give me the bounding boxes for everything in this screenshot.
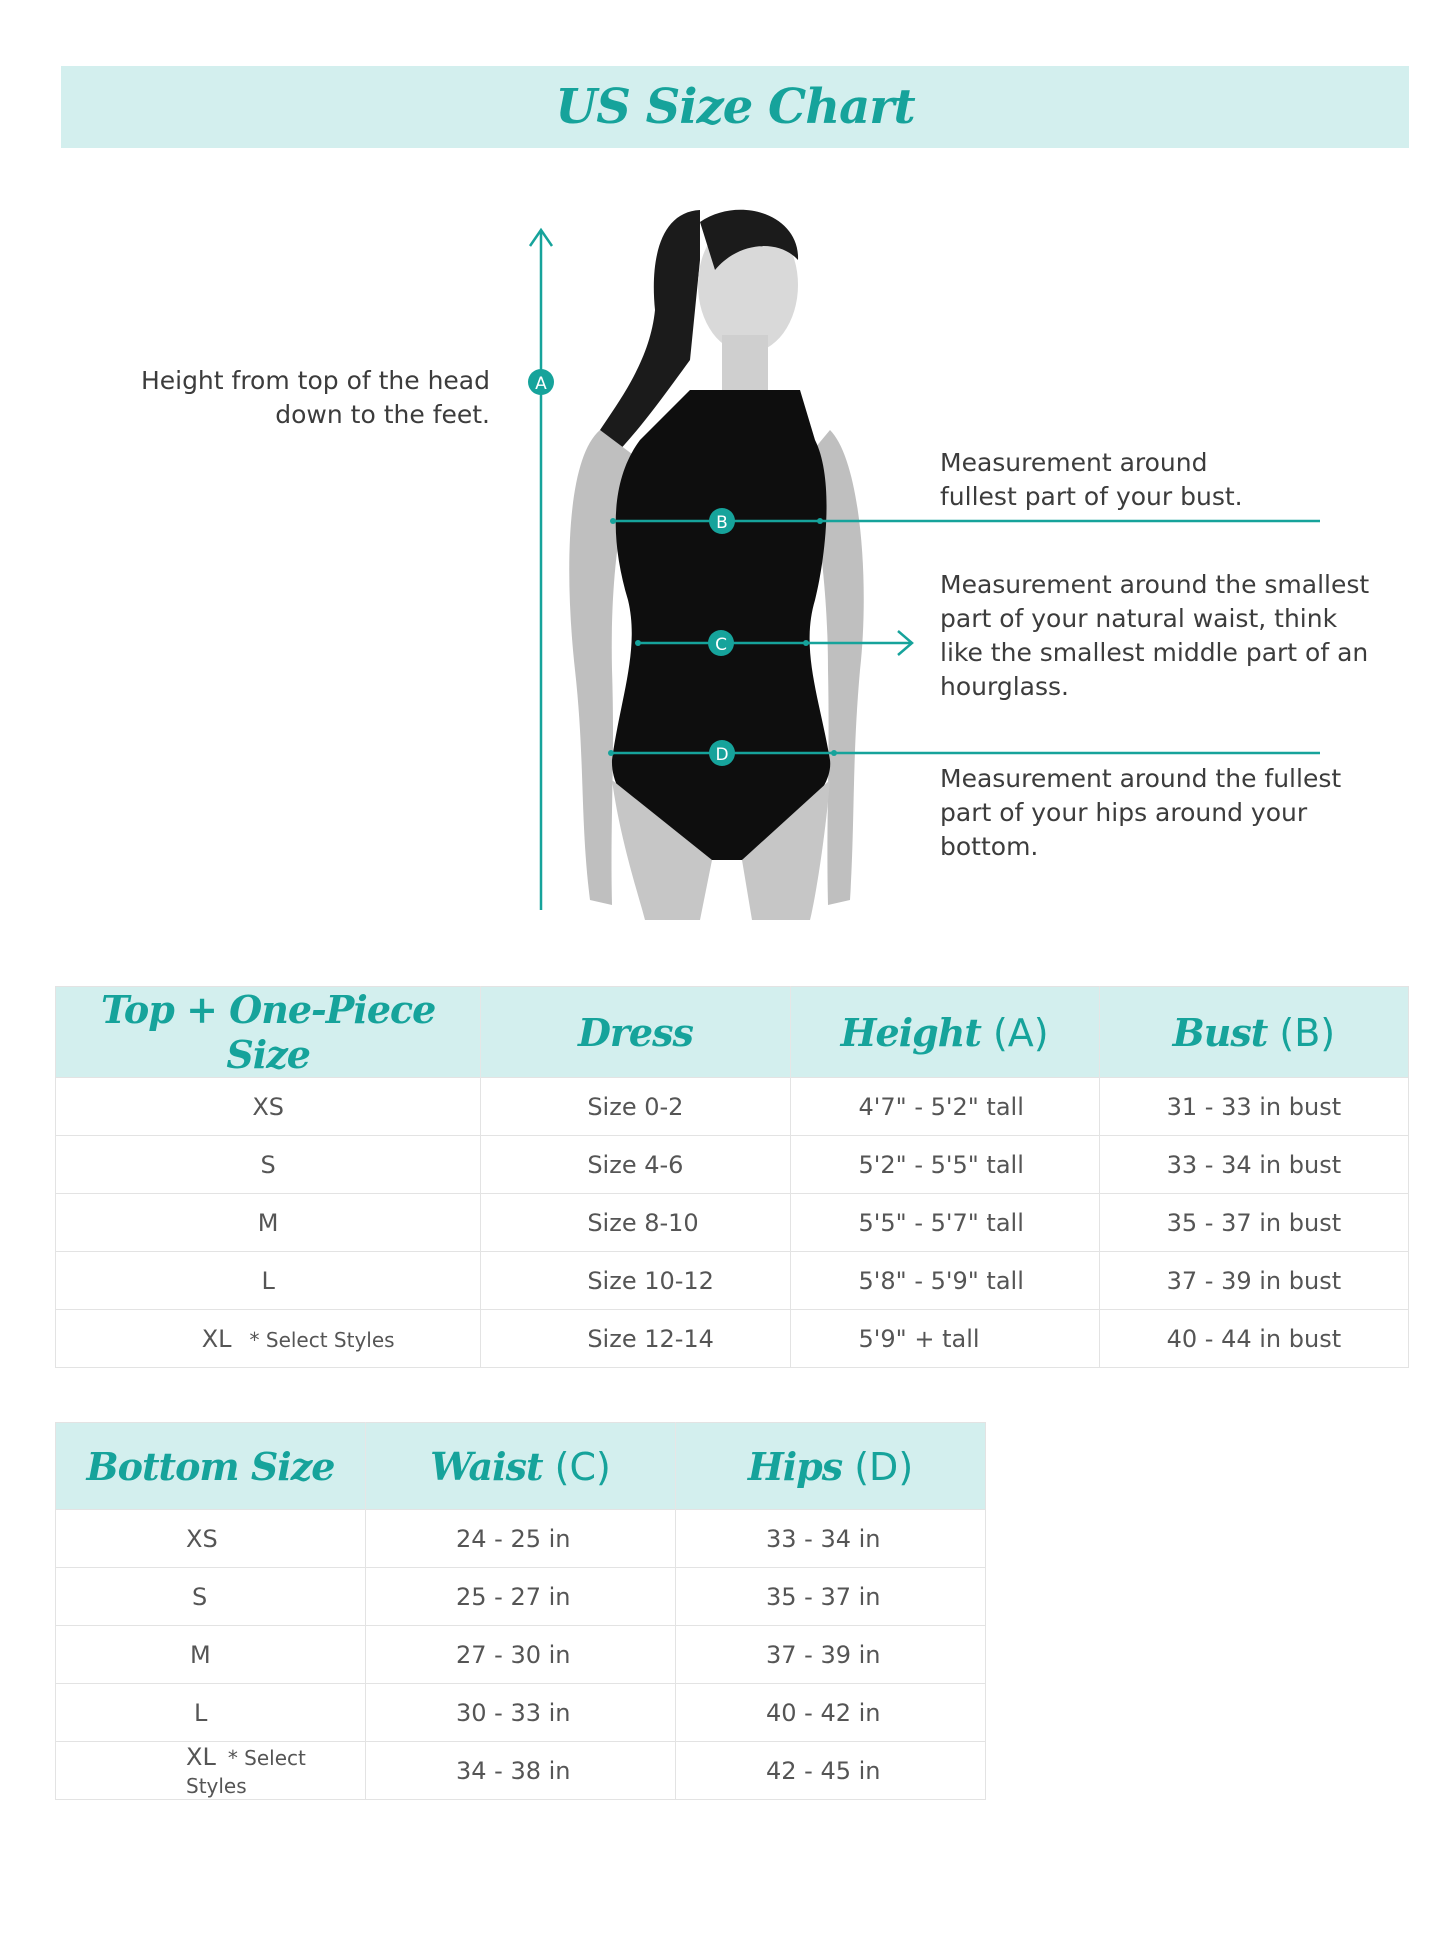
table-row (56, 1626, 986, 1684)
size-cell: M (56, 1626, 366, 1684)
dress-cell: Size 10-12 (481, 1252, 790, 1310)
bust-cell: 33 - 34 in bust (1099, 1136, 1408, 1194)
marker-b (709, 508, 735, 534)
hips-cell: 33 - 34 in (676, 1510, 986, 1568)
height-note: Height from top of the head down to the feet. (140, 366, 490, 429)
top-size-table (55, 986, 1409, 1368)
size-cell: S (56, 1136, 481, 1194)
size-cell: XL * Select Styles (56, 1310, 481, 1368)
header-bottom-size: Bottom Size (56, 1423, 366, 1510)
height-cell: 5'2" - 5'5" tall (790, 1136, 1099, 1194)
waist-cell: 34 - 38 in (366, 1742, 676, 1800)
header-hips: Hips (D) (676, 1423, 986, 1510)
bust-cell: 37 - 39 in bust (1099, 1252, 1408, 1310)
table-row (56, 1510, 986, 1568)
bottom-table-header (56, 1423, 986, 1510)
table-row (56, 1078, 1409, 1136)
hips-note: Measurement around the fullest part of your hips around your bottom. (940, 764, 1342, 861)
header-waist: Waist (C) (366, 1423, 676, 1510)
table-row (56, 1742, 986, 1800)
size-cell: M (56, 1194, 481, 1252)
marker-d (709, 740, 735, 766)
page-title: US Size Chart (555, 79, 915, 135)
table-row (56, 1252, 1409, 1310)
waist-cell: 30 - 33 in (366, 1684, 676, 1742)
marker-c-label: C (715, 635, 727, 655)
marker-a (528, 369, 554, 395)
height-cell: 4'7" - 5'2" tall (790, 1078, 1099, 1136)
table-row (56, 1136, 1409, 1194)
dress-cell: Size 12-14 (481, 1310, 790, 1368)
marker-c (708, 630, 734, 656)
header-bust: Bust (B) (1099, 987, 1408, 1078)
waist-cell: 24 - 25 in (366, 1510, 676, 1568)
header-top-size: Top + One-Piece Size (56, 987, 481, 1078)
dress-cell: Size 0-2 (481, 1078, 790, 1136)
size-cell: L (56, 1252, 481, 1310)
hips-cell: 42 - 45 in (676, 1742, 986, 1800)
title-banner (61, 66, 1409, 148)
size-cell: XS (56, 1078, 481, 1136)
dress-cell: Size 8-10 (481, 1194, 790, 1252)
header-height: Height (A) (790, 987, 1099, 1078)
height-cell: 5'8" - 5'9" tall (790, 1252, 1099, 1310)
select-styles-note: * Select Styles (249, 1327, 395, 1352)
size-cell: XL * Select Styles (56, 1742, 366, 1800)
select-styles-note: * Select Styles (186, 1745, 306, 1798)
table-row (56, 1684, 986, 1742)
waist-cell: 25 - 27 in (366, 1568, 676, 1626)
height-cell: 5'9" + tall (790, 1310, 1099, 1368)
marker-b-label: B (716, 513, 728, 533)
hips-cell: 37 - 39 in (676, 1626, 986, 1684)
table-row (56, 1310, 1409, 1368)
bust-note: Measurement around fullest part of your bust. (940, 448, 1243, 511)
marker-d-label: D (715, 745, 729, 765)
bust-cell: 35 - 37 in bust (1099, 1194, 1408, 1252)
model-figure (569, 210, 864, 920)
bust-cell: 31 - 33 in bust (1099, 1078, 1408, 1136)
bottom-size-table (55, 1422, 986, 1800)
size-cell: XS (56, 1510, 366, 1568)
waist-cell: 27 - 30 in (366, 1626, 676, 1684)
table-row (56, 1194, 1409, 1252)
header-dress: Dress (481, 987, 790, 1078)
measurement-diagram (0, 200, 1445, 920)
waist-note: Measurement around the smallest part of your natural waist, think like the smallest middle part of an hourglass. (940, 570, 1370, 701)
table-row (56, 1568, 986, 1626)
marker-a-label: A (535, 374, 547, 394)
size-cell: S (56, 1568, 366, 1626)
dress-cell: Size 4-6 (481, 1136, 790, 1194)
hips-cell: 40 - 42 in (676, 1684, 986, 1742)
bust-cell: 40 - 44 in bust (1099, 1310, 1408, 1368)
height-cell: 5'5" - 5'7" tall (790, 1194, 1099, 1252)
top-table-header (56, 987, 1409, 1078)
hips-cell: 35 - 37 in (676, 1568, 986, 1626)
size-cell: L (56, 1684, 366, 1742)
height-arrow (530, 230, 552, 910)
